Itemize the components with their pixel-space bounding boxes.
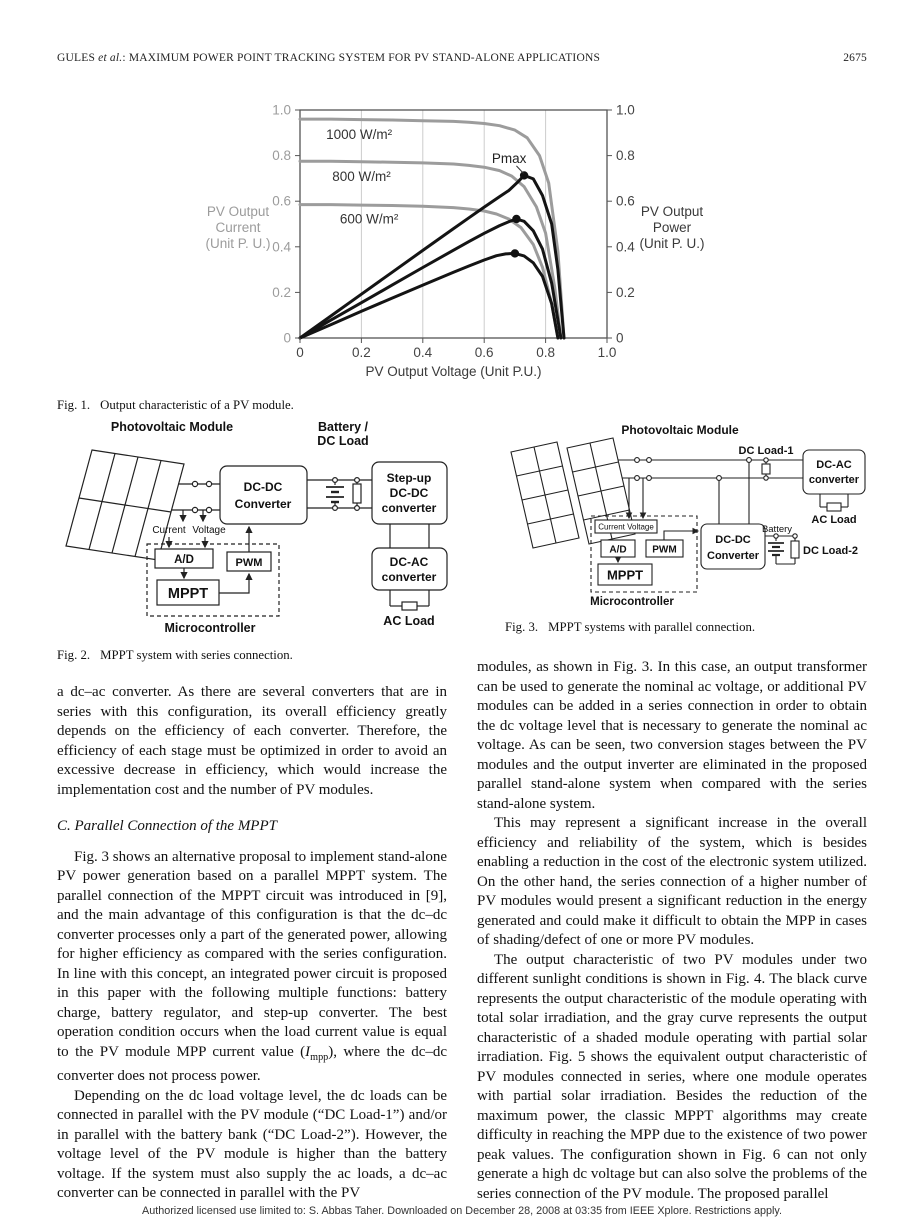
svg-text:1.0: 1.0 [616, 102, 635, 118]
fig3-dc-load2-label: DC Load-2 [803, 545, 858, 557]
fig2-caption: Fig. 2. MPPT system with series connection. [57, 648, 293, 662]
page-header [57, 52, 867, 64]
right-y-axis-label: PV Output Power (Unit P. U.) [639, 204, 705, 251]
svg-text:0.4: 0.4 [616, 239, 635, 255]
page-number: 2675 [843, 52, 867, 64]
left-column [57, 683, 447, 1204]
svg-text:Step-up: Step-up [386, 471, 432, 485]
section-heading: C. Parallel Connection of the MPPT [57, 818, 277, 834]
svg-text:0: 0 [283, 330, 291, 346]
fig3-pv-label: Photovoltaic Module [621, 424, 739, 437]
paragraph: This may represent a significant increase in the overall efficiency and reliability of the system, which is besides enabling a reduction in the cost of the electronic system utilized. On the other hand, the series connection of a higher number of PV modules would present a significant reduction in the energy generated and could make it difficult to obtain the MPP in cases of shading/defect of one or more PV modules. [477, 815, 867, 948]
svg-text:Converter: Converter [707, 550, 759, 562]
fig3-dc-load2-symbol [776, 534, 799, 564]
fig2-ac-load-label: AC Load [383, 614, 435, 628]
fig2-ac-load-symbol [390, 590, 429, 610]
running-title: GULES et al.: MAXIMUM POWER POINT TRACKING SYSTEM FOR PV STAND-ALONE APPLICATIONS [57, 52, 601, 64]
fig2-battery-label-1: Battery / [317, 420, 369, 434]
svg-text:converter: converter [381, 570, 437, 584]
svg-text:1000 W/m²: 1000 W/m² [326, 127, 393, 143]
fig3-ac-load-symbol [820, 494, 848, 511]
svg-text:DC-DC: DC-DC [389, 486, 429, 500]
fig3-micro-label: Microcontroller [590, 596, 674, 608]
svg-text:0.4: 0.4 [413, 345, 433, 360]
fig3-battery-label: Battery [761, 524, 793, 535]
svg-text:Pmax: Pmax [491, 150, 527, 166]
paragraph: Depending on the dc load voltage level, the dc loads can be connected in parallel with the PV module (“DC Load-1”) and/or in parallel with the battery bank (“DC Load-2”). However, the voltage level of the PV module is higher than the battery voltage. If the system must also supply the ac loads, a dc–ac converter can be connected in parallel with the PV [57, 1087, 447, 1201]
fig1-caption: Fig. 1. Output characteristic of a PV module. [57, 398, 294, 412]
svg-text:DC-AC: DC-AC [389, 555, 429, 569]
figure-1 [170, 98, 750, 398]
fig2-battery-symbol [326, 480, 344, 508]
svg-text:600 W/m²: 600 W/m² [339, 211, 399, 227]
svg-text:converter: converter [808, 474, 860, 486]
svg-text:PWM: PWM [235, 557, 263, 569]
paragraph: Fig. 3 shows an alternative proposal to implement stand-alone PV power generation based on a parallel MPPT system. The parallel connection of the MPPT circuit was introduced in [9], and the main advantage of this configuration is that the dc–dc converter processes only a part of the generated power, allowing for higher efficiency as compared with the series configuration. In line with this concept, an integrated power circuit is proposed in this paper with the following multiple functions: battery charge, battery regulator, and step-up converter. The best operation condition occurs when the load current value is equal to the PV module MPP current value $(I_{mpp})$, where the dc–dc converter does not process power. [57, 848, 448, 1084]
svg-text:DC-DC: DC-DC [243, 480, 283, 494]
fig3-diagram [505, 424, 905, 614]
svg-text:0.2: 0.2 [272, 284, 291, 300]
svg-text:0: 0 [296, 345, 304, 360]
svg-text:DC-DC: DC-DC [715, 534, 751, 546]
fig2-diagram [57, 418, 477, 650]
fig3-ac-load-label: AC Load [811, 514, 857, 526]
svg-text:PWM: PWM [652, 544, 677, 556]
svg-text:0.2: 0.2 [616, 284, 635, 300]
svg-text:Converter: Converter [234, 497, 292, 511]
svg-text:DC-AC: DC-AC [816, 459, 852, 471]
left-y-axis-label: PV Output Current (Unit P. U.) [205, 204, 271, 251]
svg-text:A/D: A/D [174, 554, 194, 566]
svg-text:converter: converter [381, 501, 437, 515]
svg-text:0.8: 0.8 [536, 345, 555, 360]
svg-text:0.6: 0.6 [272, 193, 291, 209]
fig3-current-voltage-label: Current Voltage [598, 522, 654, 532]
svg-text:A/D: A/D [609, 544, 627, 556]
svg-text:0.6: 0.6 [474, 345, 494, 360]
svg-text:1.0: 1.0 [272, 102, 291, 118]
fig2-micro-label: Microcontroller [164, 621, 256, 635]
paragraph: The output characteristic of two PV modules under two different sunlight conditions is shown in Fig. 4. The black curve represents the output characteristic of the module operating with total solar irradiation, and the gray curve represents the output characteristic of a shaded module operating with partial solar irradiation. Fig. 5 shows the equivalent output characteristic of PV modules connected in series, where one module operates with partial solar irradiation. Besides the reduction of the maximum power, the classic MPPT algorithms may create difficulty in reaching the MPP due to the existence of two power peak values. The configuration shown in Fig. 6 can not only generate a high dc voltage but can also solve the problems of the series connection of the PV module. The proposed parallel [477, 951, 867, 1202]
fig2-pv-label: Photovoltaic Module [110, 420, 234, 434]
fig3-caption: Fig. 3. MPPT systems with parallel connection. [505, 620, 756, 634]
svg-text:0.6: 0.6 [616, 193, 635, 209]
fig3-dcdc-converter-box [701, 524, 765, 569]
svg-text:MPPT: MPPT [167, 586, 209, 602]
fig2-dcdc-converter-box [220, 466, 307, 524]
svg-text:0.8: 0.8 [616, 148, 635, 164]
fig2-pv-panel [66, 450, 184, 560]
fig3-dc-load1-label: DC Load-1 [738, 445, 794, 457]
svg-text:1.0: 1.0 [597, 345, 617, 360]
svg-text:800 W/m²: 800 W/m² [332, 169, 391, 185]
svg-text:0.2: 0.2 [352, 345, 371, 360]
fig2-current-label: Current [152, 525, 186, 536]
fig3-dc-load1-symbol [762, 458, 770, 480]
svg-text:0: 0 [616, 330, 624, 346]
right-column [477, 658, 867, 1204]
paragraph: a dc–ac converter. As there are several converters that are in series with this configuration, its overall efficiency greatly depends on the efficiency of each converter. Therefore, the efficiency of each stage must be optimized in order to avoid an excessive decrease in efficiency, which would increase the implementation cost and the number of PV modules. [57, 684, 447, 798]
paragraph: modules, as shown in Fig. 3. In this case, an output transformer can be used to generate the nominal ac voltage, or additional PV modules can be added in a series connection in order to obtain the dc voltage level that is necessary to generate the nominal ac voltage. As can be seen, two conversion stages between the PV modules and the output inverter are eliminated in the proposed parallel stand-alone system when compared with the series stand-alone system. [477, 659, 867, 812]
svg-text:0.8: 0.8 [272, 148, 291, 164]
fig2-voltage-label: Voltage [192, 525, 226, 536]
svg-text:0.4: 0.4 [272, 239, 291, 255]
fig2-battery-label-2: DC Load [317, 434, 369, 448]
fig2-dc-load-symbol [353, 480, 361, 508]
copyright-notice: Authorized licensed use limited to: S. Abbas Taher. Downloaded on December 28, 2008 at 03:35 from IEEE Xplore. Restrictions apply. [142, 1205, 782, 1217]
x-axis-label: PV Output Voltage (Unit P.U.) [365, 364, 542, 379]
svg-text:MPPT: MPPT [606, 567, 644, 583]
fig3-dcac-converter-box [803, 450, 865, 494]
